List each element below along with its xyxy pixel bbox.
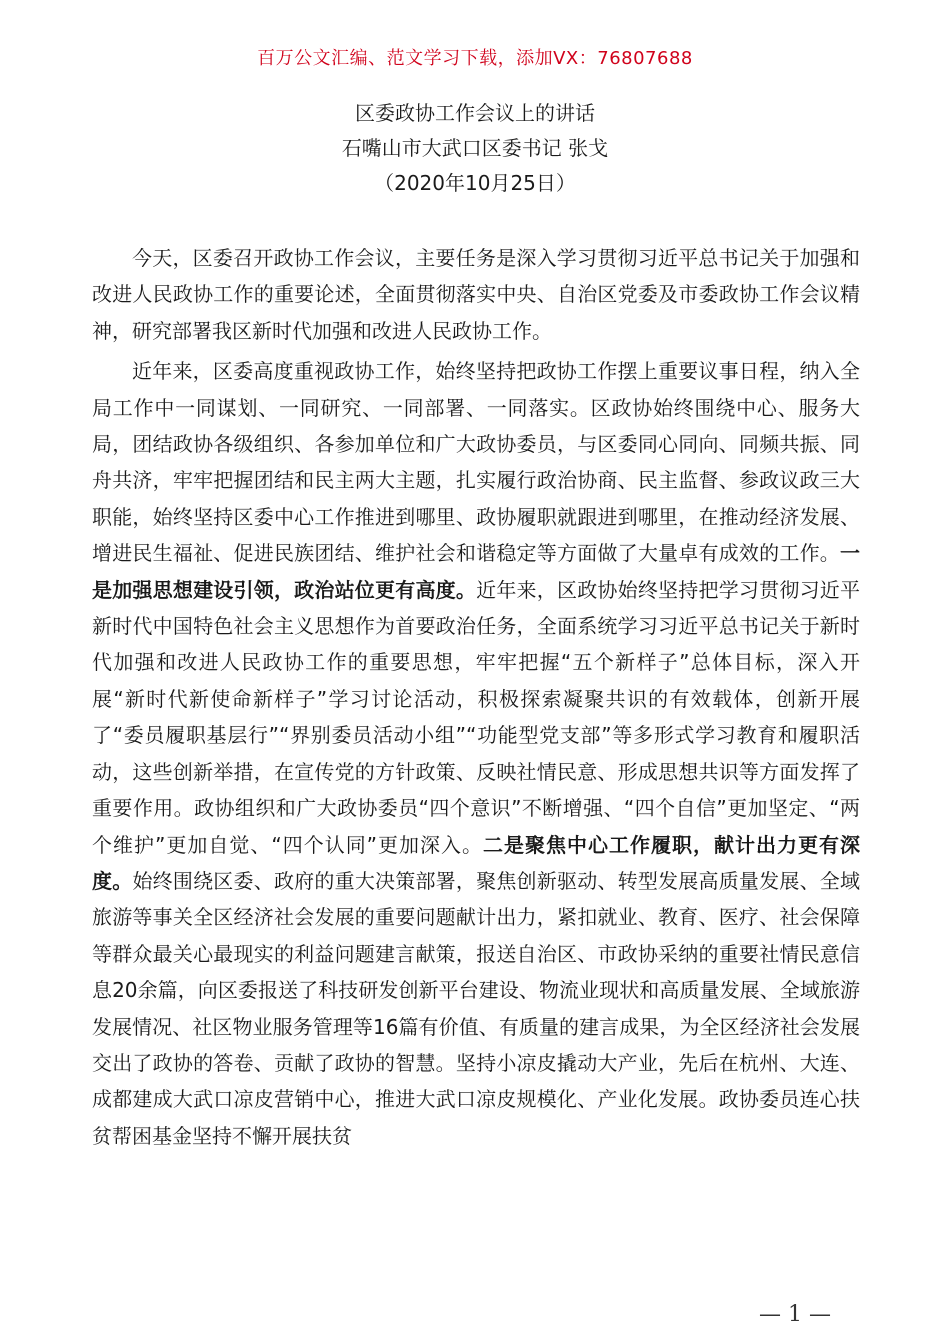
paragraph-2 <box>92 353 860 1154</box>
date-line: （2020年10月25日） <box>374 171 576 195</box>
paragraph-1: 今天，区委召开政协工作会议，主要任务是深入学习贯彻习近平总书记关于加强和改进人民政协工作的重要论述，全面贯彻落实中央、自治区党委及市委政协工作会议精神，研究部署我区新时代加强和改进人民政协工作。 <box>92 246 860 343</box>
point-two-heading: 二是聚焦中心工作履职，献计出力更有深度。 <box>92 832 861 893</box>
title-block <box>0 96 950 201</box>
header-banner: 百万公文汇编、范文学习下载，添加VX：76807688 <box>257 48 693 69</box>
document-title: 区委政协工作会议上的讲话 <box>355 101 595 125</box>
page-number: — 1 — <box>759 1302 831 1327</box>
point-one-text: 近年来，区政协始终坚持把学习贯彻习近平新时代中国特色社会主义思想作为首要政治任务，全面系统学习习近平总书记关于新时代加强和改进人民政协工作的重要思想，牢牢把握“五个新样子”总体目标，深入开展“新时代新使命新样子”学习讨论活动，积极探索凝聚共识的有效载体，创新开展了“委员履职基层行”“界别委员活动小组”“功能型党支部”等多形式学习教育和履职活动，这些创新举措，在宣传党的方针政策、反映社情民意、形成思想共识等方面发挥了重要作用。政协组织和广大政协委员“四个意识”不断增强、“四个自信”更加坚定、“两个维护”更加自觉、“四个认同”更加深入。 <box>92 577 861 857</box>
body-text <box>92 240 860 1158</box>
point-two-text: 始终围绕区委、政府的重大决策部署，聚焦创新驱动、转型发展高质量发展、全域旅游等事关全区经济社会发展的重要问题献计出力，紧扣就业、教育、医疗、社会保障等群众最关心最现实的利益问题建言献策，报送自治区、市政协采纳的重要社情民意信息20余篇，向区委报送了科技研发创新平台建设、物流业现状和高质量发展、全域旅游发展情况、社区物业服务管理等16篇有价值、有质量的建言成果，为全区经济社会发展交出了政协的答卷、贡献了政协的智慧。坚持小凉皮撬动大产业，先后在杭州、大连、成都建成大武口凉皮营销中心，推进大武口凉皮规模化、产业化发展。政协委员连心扶贫帮困基金坚持不懈开展扶贫 <box>92 868 861 1148</box>
speaker-line: 石嘴山市大武口区委书记 张戈 <box>341 136 609 160</box>
point-one-heading: 一是加强思想建设引领，政治站位更有高度。 <box>92 541 860 602</box>
paragraph-2-intro: 近年来，区委高度重视政协工作，始终坚持把政协工作摆上重要议事日程，纳入全局工作中一同谋划、一同研究、一同部署、一同落实。区政协始终围绕中心、服务大局，团结政协各级组织、各参加单位和广大政协委员，与区委同心同向、同频共振、同舟共济，牢牢把握团结和民主两大主题，扎实履行政治协商、民主监督、参政议政三大职能，始终坚持区委中心工作推进到哪里、政协履职就跟进到哪里，在推动经济发展、增进民生福祉、促进民族团结、维护社会和谐稳定等方面做了大量卓有成效的工作。 <box>92 359 860 566</box>
